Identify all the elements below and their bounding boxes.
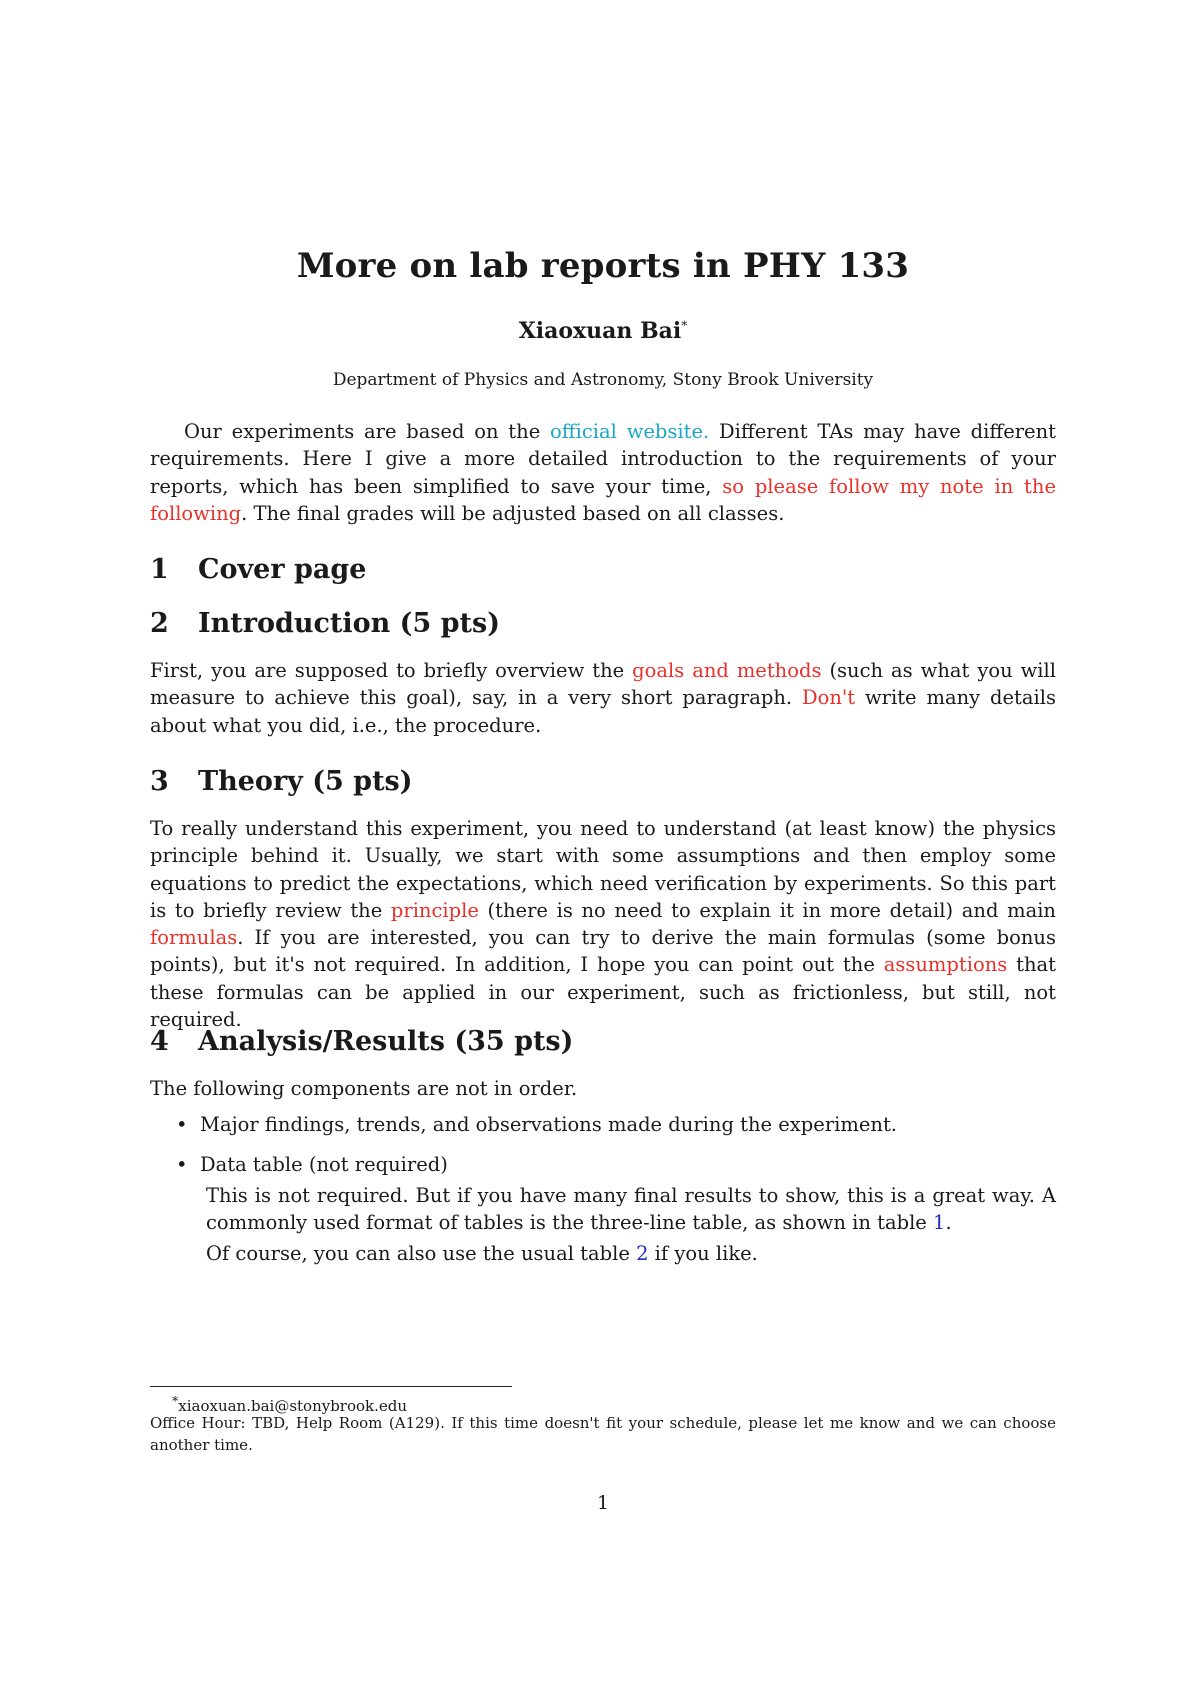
introduction-text-2: (such as what you will measure to achieve this goal), say, in a very short paragraph. <box>150 659 1056 710</box>
formulas-highlight: formulas <box>150 926 238 950</box>
table-ref-link[interactable]: 1 <box>933 1211 946 1235</box>
paper-title: More on lab reports in PHY 133 <box>296 246 910 286</box>
author-email[interactable]: xiaoxuan.bai@stonybrook.edu <box>178 1397 408 1415</box>
footnote-office-hour: Office Hour: TBD, Help Room (A129). If this time doesn't fit your schedule, please let me know and we can choose another time. <box>150 1414 1056 1454</box>
list-item <box>176 1111 1056 1138</box>
page-number: 1 <box>596 1492 610 1514</box>
affiliation: Department of Physics and Astronomy, Stony Brook University <box>332 370 874 390</box>
footnote-divider <box>150 1386 512 1387</box>
explanation-end: . <box>945 1211 952 1235</box>
section-title: Introduction (5 pts) <box>198 608 500 639</box>
list-item <box>176 1151 1056 1178</box>
analysis-lead: The following components are not in order. <box>150 1077 578 1100</box>
intro-text-1: Our experiments are based on the <box>184 420 551 443</box>
intro-paragraph <box>150 418 1056 527</box>
note-end: if you like. <box>648 1242 758 1265</box>
table-ref-link[interactable]: 2 <box>636 1242 649 1265</box>
section-title: Analysis/Results (35 pts) <box>198 1026 574 1057</box>
assumptions-highlight: assumptions <box>883 953 1008 977</box>
goals-methods-highlight: goals and methods <box>632 659 822 682</box>
section-title: Cover page <box>198 554 367 585</box>
note-text: Of course, you can also use the usual table <box>206 1242 637 1265</box>
section-number: 1 <box>150 554 169 585</box>
theory-text-2: (there is no need to explain it in more detail) and main <box>478 898 1056 922</box>
section-number: 2 <box>150 608 169 639</box>
dont-highlight: Don't <box>801 686 856 710</box>
section-title: Theory (5 pts) <box>198 766 413 797</box>
intro-text-2: Different TAs may have different requirements. Here I give a more detailed introduction to the requirements of your reports, which has been simplified to save your time, <box>150 420 1056 498</box>
introduction-paragraph <box>150 657 1056 739</box>
section-heading-introduction <box>150 608 1056 639</box>
theory-text-3: . If you are interested, you can try to derive the main formulas (some bonus points), but it's not required. In addition, I hope you can point out the <box>150 926 1056 977</box>
theory-text-4: that these formulas can be applied in our experiment, such as frictionless, but still, not required. <box>150 953 1056 1032</box>
theory-paragraph <box>150 815 1056 1033</box>
introduction-text-3: write many details about what you did, i.e., the procedure. <box>150 686 1056 737</box>
intro-text-3: . The final grades will be adjusted based on all classes. <box>241 501 785 525</box>
author-line <box>150 318 1056 344</box>
introduction-text-1: First, you are supposed to briefly overview the <box>150 659 633 682</box>
explanation-text: This is not required. But if you have many final results to show, this is a great way. A commonly used format of tables is the three-line table, as shown in table <box>206 1184 1056 1235</box>
principle-highlight: principle <box>390 898 479 922</box>
section-number: 3 <box>150 766 169 797</box>
section-heading-theory <box>150 766 1056 797</box>
list-item-text: Data table (not required) <box>200 1153 448 1176</box>
bullet-icon: • <box>176 1113 188 1136</box>
list-item-text: Major findings, trends, and observations made during the experiment. <box>200 1113 898 1136</box>
author-name: Xiaoxuan Bai <box>518 318 682 344</box>
footnote-mark: * <box>172 1393 179 1408</box>
usual-table-note <box>206 1240 1056 1267</box>
data-table-explanation <box>206 1182 1056 1237</box>
intro-highlight: so please follow my note in the following <box>150 474 1056 525</box>
theory-text-1: To really understand this experiment, you need to understand (at least know) the physics principle behind it. Usually, we start with some assumptions and then employ some equations to predict the expectations, which need verification by experiments. So this part is to briefly review the <box>150 817 1056 922</box>
bullet-icon: • <box>176 1153 188 1176</box>
official-website-link[interactable]: official website. <box>550 420 710 443</box>
section-heading-analysis <box>150 1026 1056 1057</box>
author-footnote-mark[interactable]: * <box>681 318 688 333</box>
document-page <box>150 0 1056 1698</box>
section-number: 4 <box>150 1026 169 1057</box>
section-heading-cover-page <box>150 554 1056 585</box>
